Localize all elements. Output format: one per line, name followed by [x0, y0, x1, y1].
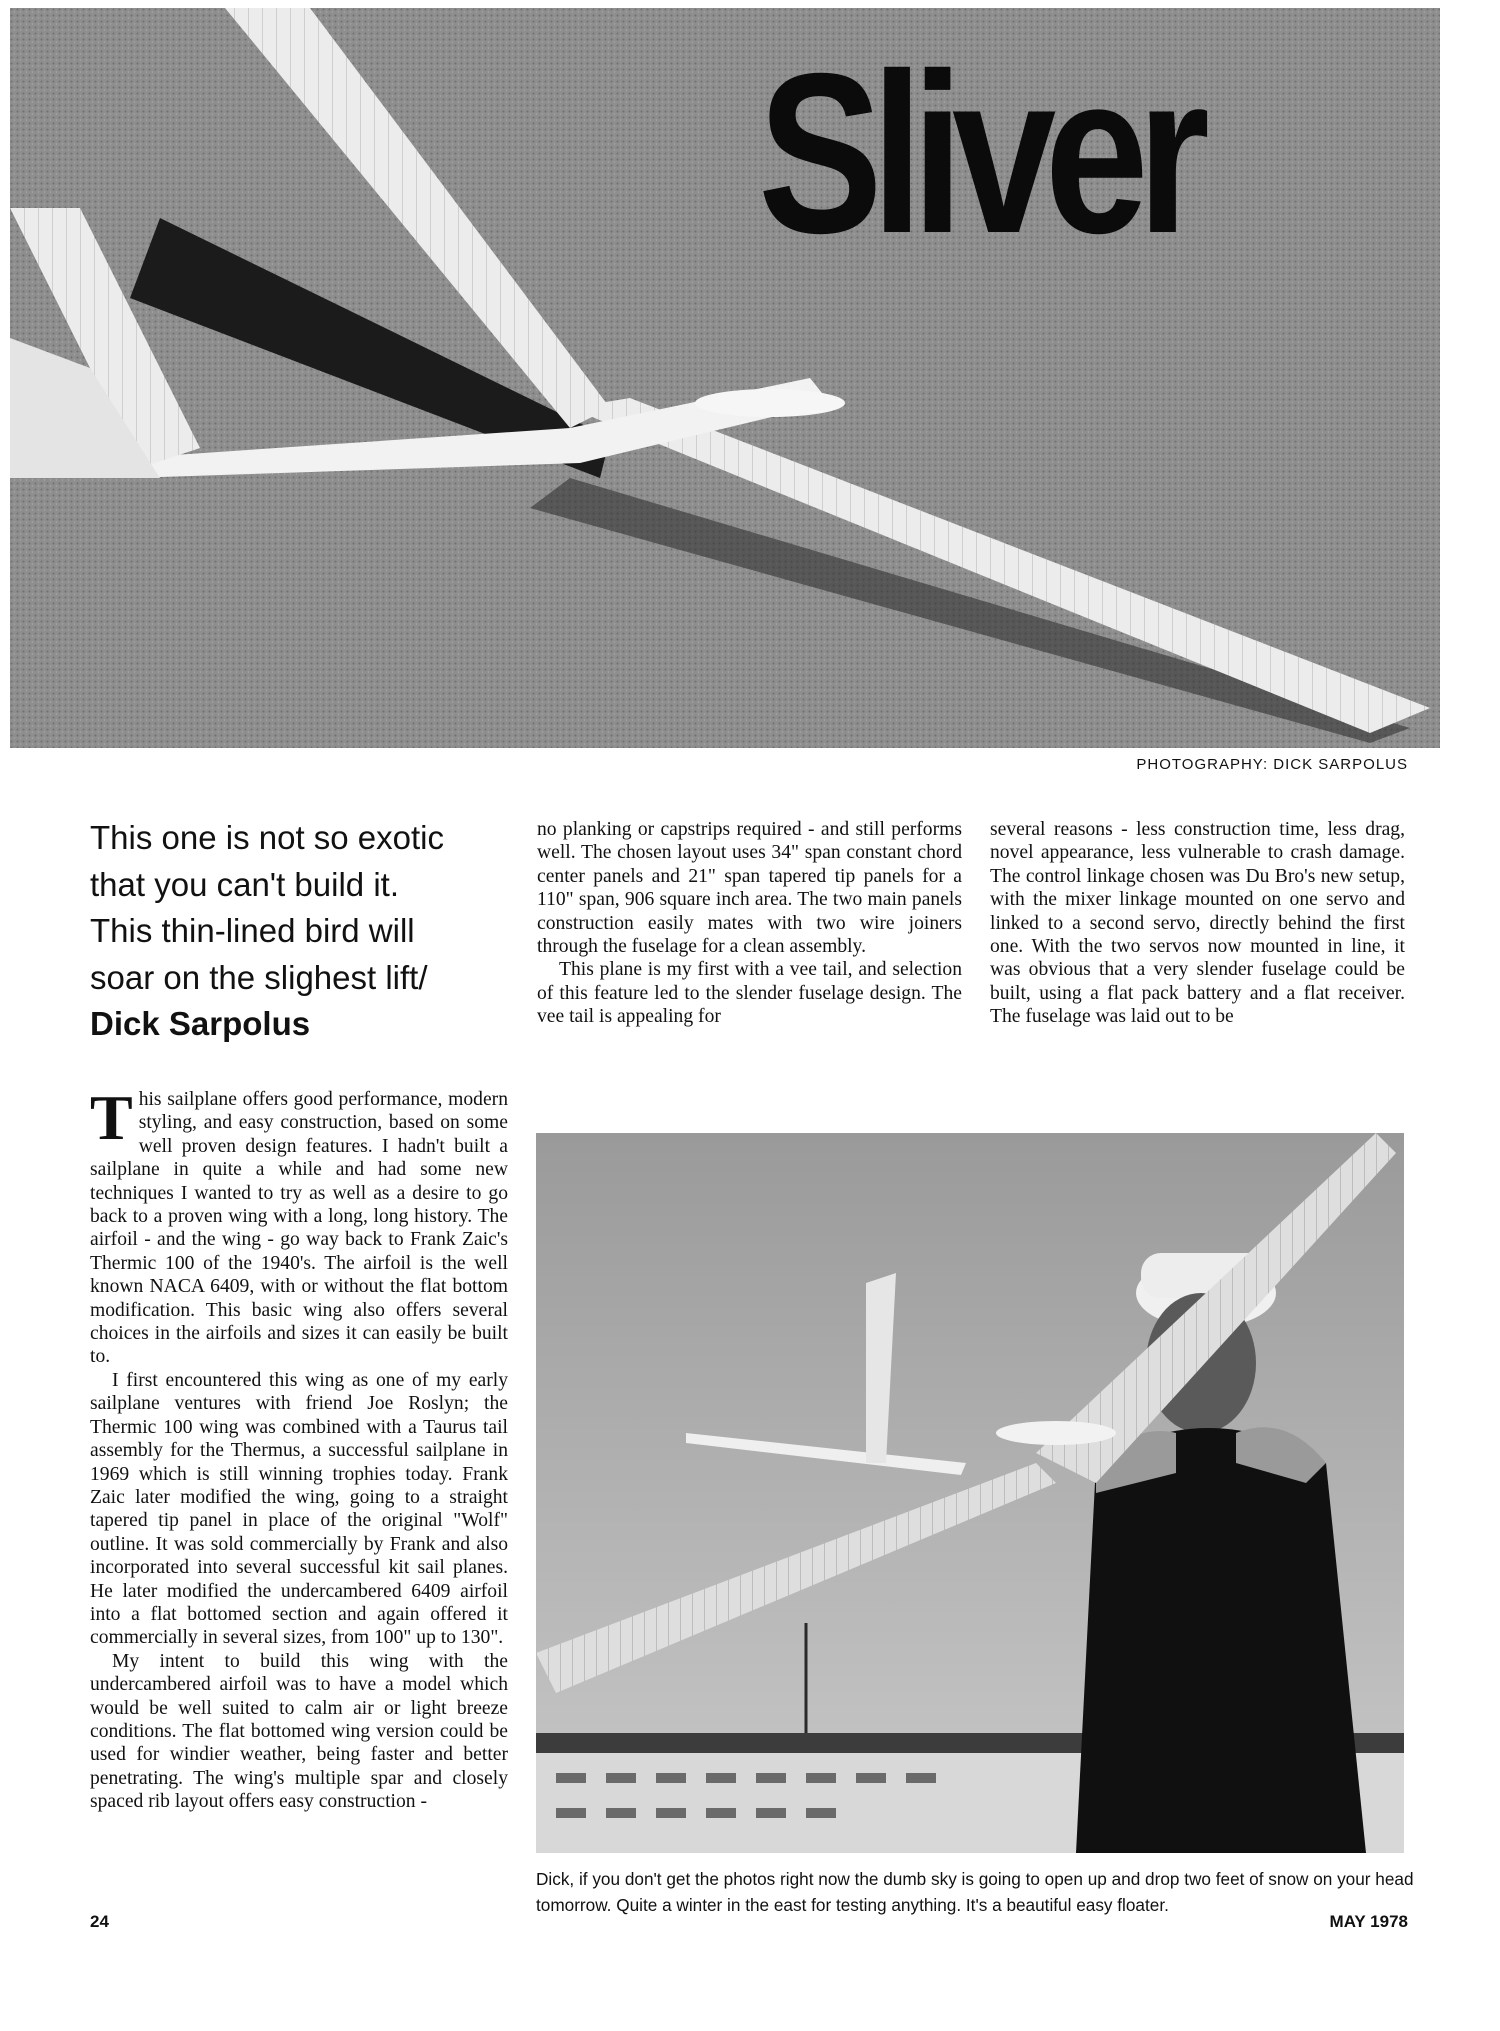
- photo-credit: PHOTOGRAPHY: DICK SARPOLUS: [1136, 756, 1408, 773]
- page-number: 24: [90, 1912, 109, 1931]
- paragraph: This plane is my first with a vee tail, and selection of this feature led to the slender fuselage design. The vee tail is appealing for: [537, 959, 962, 1028]
- photo-caption: Dick, if you don't get the photos right now the dumb sky is going to open up and drop two feet of snow on your head tomorrow. Quite a winter in the east for testing anything. It's a beautiful easy floater.: [536, 1869, 1414, 1915]
- deck-intro: [90, 815, 460, 1048]
- portrait-photo-pilot: [536, 1133, 1404, 1853]
- deck-text: This one is not so exotic that you can't build it. This thin-lined bird will soar on the slighest lift/: [90, 819, 445, 996]
- issue-date: MAY 1978: [1329, 1912, 1408, 1931]
- drop-cap: T: [90, 1088, 133, 1153]
- lead-text: his sailplane offers good performance, modern styling, and easy construction, based on some well proven design features. I hadn't built a sailplane in quite a while and had some new techniques I wanted to try as well as a desire to go back to a proven wing with a long, long history. The airfoil - and the wing - go way back to Frank Zaic's Thermic 100 of the 1940's. The airfoil is the well known NACA 6409, with or without the flat bottom modification. This basic wing also offers several choices in the airfoils and sizes it can easily be built to.: [90, 1089, 508, 1368]
- column-left: [90, 1088, 508, 1898]
- column-top-middle: [537, 818, 962, 1063]
- paragraph-lead: [90, 1088, 508, 1369]
- paragraph: several reasons - less construction time, less drag, novel appearance, less vulnerable to crash damage. The control linkage chosen was Du Bro's new setup, with the mixer linkage mounted on one servo and linked to a second servo, directly behind the first one. With the two servos now mounted in line, it was obvious that a very slender fuselage could be built, using a flat pack battery and a flat receiver. The fuselage was laid out to be: [990, 819, 1405, 1028]
- paragraph: no planking or capstrips required - and still performs well. The chosen layout uses 34" span constant chord center panels and 21" span tapered tip panels for a 110" span, 906 square inch area. The two main panels construction easily mates with two wire joiners through the fuselage for a clean assembly.: [537, 819, 962, 958]
- headline: Sliver: [758, 27, 1199, 281]
- paragraph: My intent to build this wing with the undercambered airfoil was to have a model which would be well suited to calm air or light breeze conditions. The flat bottomed wing version could be used for windier weather, being faster and better penetrating. The wing's multiple spar and closely spaced rib layout offers easy construction -: [90, 1650, 508, 1813]
- byline: Dick Sarpolus: [90, 1005, 311, 1043]
- column-top-right: [990, 818, 1405, 1063]
- paragraph: I first encountered this wing as one of my early sailplane ventures with friend Joe Roslyn; the Thermic 100 wing was combined with a Taurus tail assembly for the Thermus, a successful sailplane in 1969 which is still winning trophies today. Frank Zaic later modified the wing, going to a straight tapered tip panel in place of the original "Wolf" outline. It was sold commercially by Frank and also incorporated into several successful kit sail planes. He later modified the undercambered 6409 airfoil into a flat bottomed section and again offered it commercially in several sizes, from 100" up to 130".: [90, 1369, 508, 1649]
